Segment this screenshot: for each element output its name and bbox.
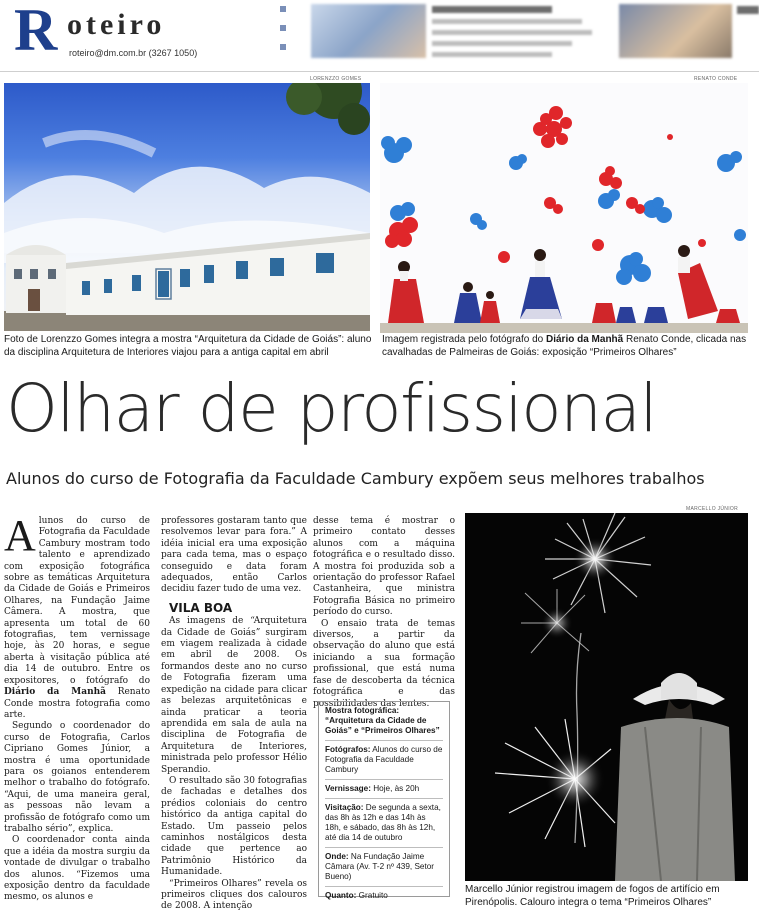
info-item-photographers: Fotógrafos: Alunos do curso de Fotografia da Faculdade Cambury [325,745,443,780]
headline: Olhar de profissional [6,370,657,447]
section-heading: VILA BOA [169,600,233,615]
section-logo-initial: R [14,0,58,63]
photo-fireworks [465,513,748,881]
balloons-illustration [380,83,748,333]
drop-cap: A [4,511,36,560]
article-paragraph: Alunos do curso de Fotografia da Faculdade Cambury mostram todo talento e aprendizado com exposição fotográfica sobre as temáticas Arquitetura da Cidade de Goiás e Primeiros Olhares, na Fundação Jaime Câmera. A mostra, que apresenta um total de 60 fotografias, tem vernissage hoje, às 20 horas, e segue aberta à visitação pública até dia 14 de outubro. Entre os expositores, o fotógrafo do Diário da Manhã Renato Conde mostra fotografia como arte. [4,511,150,720]
info-item-where: Onde: Na Fundação Jaime Câmara (Av. T-2 nº 439, Setor Bueno) [325,852,443,887]
article-paragraph: As imagens de “Arquitetura da Cidade de Goiás” surgiram em viagem realizada à cidade em abril de 2008. Os formandos deste ano no curso de Fotografia fizeram uma expedição na cidade para clicar as belezas arquitetônicas e ainda praticar a teoria aprendida em sala de aula na disciplina de Fotografia de Arquitetura de Interiores, ministrada pelo professor Hélio Sperandio. [161,616,307,775]
teaser-image-1 [311,4,426,58]
article-paragraph: O coordenador conta ainda que a idéia da mostra surgiu da vontade de divulgar o trabalho dos alunos. “Fizemos uma exposição dentro da faculdade mesmo, os alunos e [4,835,150,903]
article-paragraph: Segundo o coordenador do curso de Fotografia, Carlos Cipriano Gomes Júnior, a mostra é uma oportunidade para os goianos entenderem melhor o trabalho do fotógrafo. “Aqui, de uma maneira geral, as pessoas não levam a profissão de fotógrafo como um trabalho sério”, explica. [4,721,150,834]
article-paragraph: “Primeiros Olhares” revela os primeiros cliques dos calouros de 2008. A intenção [161,878,307,912]
info-item-visiting: Visitação: De segunda a sexta, das 8h às 12h e das 14h às 18h, e sábado, das 8h às 12h, até dia 14 de outubro [325,803,443,848]
photo3-caption: Marcello Júnior registrou imagem de fogos de artifício em Pirenópolis. Calouro integra o tema “Primeiros Olhares” [465,884,720,908]
article-column-1 [4,511,150,904]
article-column-2 [161,516,307,913]
subheadline: Alunos do curso de Fotografia da Faculdade Cambury expõem seus melhores trabalhos [6,469,705,488]
photo2-caption: Imagem registrada pelo fotógrafo do Diário da Manhã Renato Conde, clicada nas cavalhadas de Palmeiras de Goiás: exposição “Primeiros Olhares” [382,334,747,358]
info-item-price: Quanto: Gratuito [325,891,388,900]
article-paragraph: O resultado são 30 fotografias de fachadas e detalhes dos prédios coloniais do centro histórico da antiga capital do Estado. Um passeio pelos caminhos nostálgicos desta cidade que pertence ao Patrimônio Histórico da Humanidade. [161,775,307,878]
info-box-title: Mostra fotográfica: “Arquitetura da Cidade de Goiás” e “Primeiros Olhares” [325,706,443,741]
article-paragraph: desse tema é mostrar o primeiro contato desses alunos com a máquina fotográfica e o resultado disso. A mostra foi produzida sob a orientação do professor Rafael Castanheira, que ministra Fotografia Básica no primeiro período do curso. [313,516,455,618]
article-paragraph: O ensaio trata de temas diversos, a partir da observação do aluno que está iniciando a sua formação profissional, que está numa fase de descoberta da técnica fotográfica e das possibilidades das lentes. [313,618,455,709]
photo2-credit: RENATO CONDE [694,76,738,82]
page-header [0,0,759,72]
photo1-caption: Foto de Lorenzzo Gomes integra a mostra “Arquitetura da Cidade de Goiás”: aluno da disciplina Arquitetura de Interiores viajou para a antiga capital em abril [4,334,372,358]
photo3-credit: MARCELLO JÚNIOR [686,506,739,512]
teaser-text-blurred [432,6,612,63]
teaser-image-2 [619,4,732,58]
section-contact: roteiro@dm.com.br (3267 1050) [69,48,198,58]
photo-colonial-building [4,83,370,331]
section-logo-text: oteiro [67,8,166,41]
colonial-building-illustration [4,83,370,331]
article-paragraph: professores gostaram tanto que resolvemos levar para fora.” A idéia inicial era uma exposição para cada tema, mas o espaço conseguido e data foram adequados, então Carlos decidiu fazer tudo de uma vez. [161,516,307,595]
teaser-text-3 [737,6,759,14]
photo1-credit: LORENZZO GOMES [310,76,362,82]
info-box [318,701,450,900]
header-dots [280,6,290,63]
info-item-vernissage: Vernissage: Hoje, às 20h [325,784,443,799]
photo-balloons-dancers [380,83,748,333]
article-column-3 [313,516,455,710]
fireworks-illustration [465,513,748,881]
